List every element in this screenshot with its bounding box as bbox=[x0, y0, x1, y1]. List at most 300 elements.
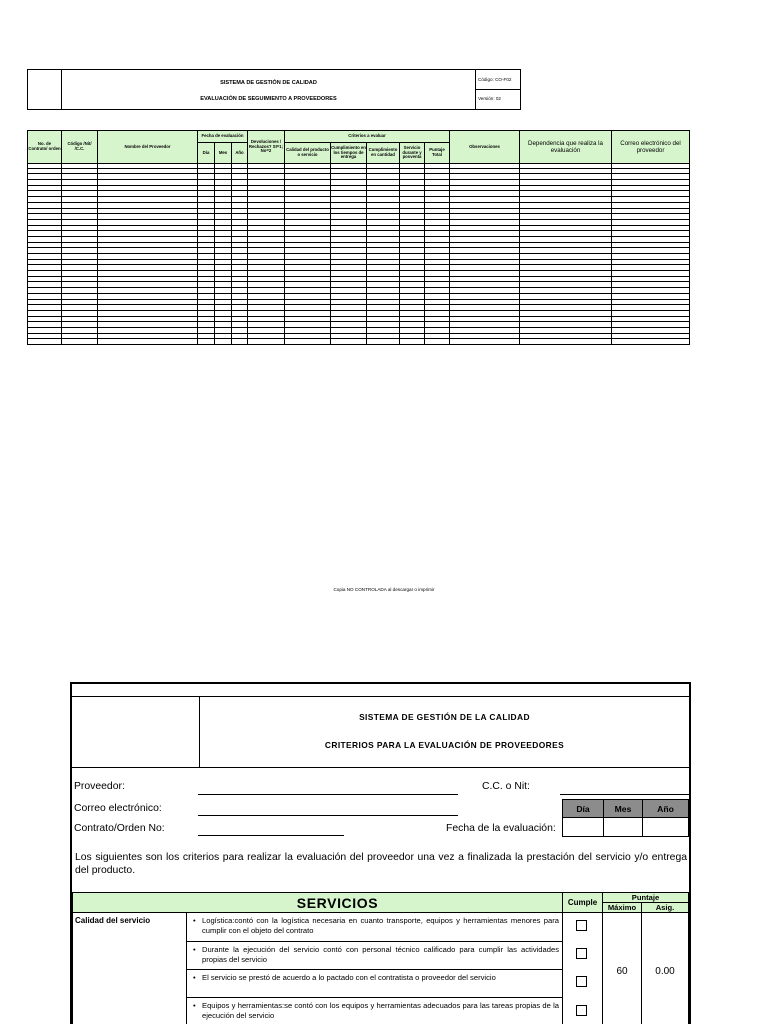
cell-divider bbox=[214, 186, 215, 191]
cell-divider bbox=[284, 288, 285, 293]
cell-divider bbox=[519, 294, 520, 299]
cell-divider bbox=[97, 197, 98, 202]
cell-divider bbox=[61, 294, 62, 299]
cell-divider bbox=[366, 220, 367, 225]
cell-divider bbox=[366, 180, 367, 185]
page1-header bbox=[27, 69, 521, 110]
cell-divider bbox=[611, 180, 612, 185]
cell-divider bbox=[97, 174, 98, 179]
cell-divider bbox=[399, 197, 400, 202]
cell-divider bbox=[519, 311, 520, 316]
cell-divider bbox=[689, 169, 690, 174]
cell-divider bbox=[611, 277, 612, 282]
cell-divider bbox=[97, 339, 98, 344]
date-month-field[interactable] bbox=[603, 817, 643, 837]
cell-divider bbox=[611, 339, 612, 344]
cell-divider bbox=[247, 265, 248, 270]
cell-divider bbox=[424, 334, 425, 339]
criterion-text: • Equipos y herramientas:se contó con los equipos y herramientas adecuados para las tareas propias de la ejecución del servicio bbox=[193, 1001, 559, 1020]
cell-divider bbox=[330, 317, 331, 322]
cell-divider bbox=[611, 300, 612, 305]
cell-divider bbox=[247, 294, 248, 299]
cell-divider bbox=[611, 163, 612, 168]
cell-divider bbox=[424, 174, 425, 179]
cell-divider bbox=[330, 169, 331, 174]
cell-divider bbox=[689, 334, 690, 339]
cell-divider bbox=[61, 339, 62, 344]
provider-field[interactable] bbox=[198, 794, 458, 795]
cell-divider bbox=[689, 277, 690, 282]
cell-divider bbox=[449, 271, 450, 276]
cell-divider bbox=[330, 197, 331, 202]
cell-divider bbox=[27, 191, 28, 196]
cell-divider bbox=[231, 243, 232, 248]
cell-divider bbox=[197, 191, 198, 196]
cell-divider bbox=[214, 294, 215, 299]
complies-checkbox[interactable] bbox=[576, 948, 587, 959]
cell-divider bbox=[330, 328, 331, 333]
max-header: Máximo bbox=[602, 902, 642, 913]
cell-divider bbox=[689, 191, 690, 196]
cell-divider bbox=[366, 334, 367, 339]
cell-divider bbox=[689, 260, 690, 265]
cell-divider bbox=[61, 277, 62, 282]
cell-divider bbox=[284, 169, 285, 174]
cell-divider bbox=[214, 254, 215, 259]
cell-divider bbox=[97, 254, 98, 259]
cell-divider bbox=[231, 282, 232, 287]
cell-divider bbox=[231, 163, 232, 168]
cell-divider bbox=[689, 282, 690, 287]
col-header-service: Servicio durante y posventa bbox=[399, 142, 425, 164]
group-header-criteria: Criterios a evaluar bbox=[284, 130, 450, 143]
cell-divider bbox=[61, 265, 62, 270]
cell-divider bbox=[231, 317, 232, 322]
cell-divider bbox=[330, 174, 331, 179]
cell-divider bbox=[689, 288, 690, 293]
cell-divider bbox=[231, 186, 232, 191]
cell-divider bbox=[399, 277, 400, 282]
cell-divider bbox=[214, 271, 215, 276]
criterion-text: • Durante la ejecución del servicio contó con personal técnico calificado para cumplir las actividades propias del servicio bbox=[193, 945, 559, 964]
cell-divider bbox=[247, 254, 248, 259]
cell-divider bbox=[97, 231, 98, 236]
cell-divider bbox=[214, 191, 215, 196]
cell-divider bbox=[449, 186, 450, 191]
cell-divider bbox=[330, 288, 331, 293]
cell-divider bbox=[330, 237, 331, 242]
cell-divider bbox=[247, 311, 248, 316]
cell-divider bbox=[231, 294, 232, 299]
cell-divider bbox=[214, 231, 215, 236]
cell-divider bbox=[247, 214, 248, 219]
cell-divider bbox=[449, 317, 450, 322]
cell-divider bbox=[61, 260, 62, 265]
cell-divider bbox=[689, 209, 690, 214]
cell-divider bbox=[399, 311, 400, 316]
cell-divider bbox=[399, 226, 400, 231]
cell-divider bbox=[27, 317, 28, 322]
cell-divider bbox=[399, 231, 400, 236]
cell-divider bbox=[449, 237, 450, 242]
cell-divider bbox=[61, 334, 62, 339]
criterion-text: • El servicio se prestó de acuerdo a lo pactado con el contratista o proveedor del servicio bbox=[193, 973, 496, 982]
cell-divider bbox=[197, 282, 198, 287]
cell-divider bbox=[519, 288, 520, 293]
cell-divider bbox=[366, 248, 367, 253]
cell-divider bbox=[61, 209, 62, 214]
cell-divider bbox=[519, 265, 520, 270]
criterion-row bbox=[186, 997, 563, 1024]
cell-divider bbox=[284, 226, 285, 231]
contract-field[interactable] bbox=[198, 835, 344, 836]
cell-divider bbox=[449, 214, 450, 219]
cell-divider bbox=[366, 271, 367, 276]
cell-divider bbox=[689, 197, 690, 202]
cell-divider bbox=[97, 163, 98, 168]
cell-divider bbox=[330, 305, 331, 310]
cell-divider bbox=[214, 174, 215, 179]
cell-divider bbox=[449, 311, 450, 316]
cell-divider bbox=[689, 305, 690, 310]
cell-divider bbox=[97, 322, 98, 327]
copy-notice: Copia NO CONTROLADA al descargar o imprimir bbox=[333, 587, 435, 592]
col-header-contract: No. de Contrato/ orden bbox=[27, 130, 62, 164]
cell-divider bbox=[519, 339, 520, 344]
cell-divider bbox=[689, 339, 690, 344]
cell-divider bbox=[284, 174, 285, 179]
id-field[interactable] bbox=[560, 794, 689, 795]
cell-divider bbox=[519, 248, 520, 253]
cell-divider bbox=[231, 305, 232, 310]
cell-divider bbox=[449, 254, 450, 259]
cell-divider bbox=[247, 277, 248, 282]
date-year-header: Año bbox=[642, 799, 689, 818]
cell-divider bbox=[284, 191, 285, 196]
cell-divider bbox=[284, 294, 285, 299]
cell-divider bbox=[97, 203, 98, 208]
cell-divider bbox=[424, 317, 425, 322]
cell-divider bbox=[214, 277, 215, 282]
cell-divider bbox=[689, 294, 690, 299]
cell-divider bbox=[197, 334, 198, 339]
cell-divider bbox=[519, 169, 520, 174]
header-titles bbox=[62, 70, 476, 109]
cell-divider bbox=[247, 163, 248, 168]
cell-divider bbox=[689, 254, 690, 259]
cell-divider bbox=[247, 220, 248, 225]
cell-divider bbox=[97, 317, 98, 322]
cell-divider bbox=[366, 311, 367, 316]
cell-divider bbox=[330, 254, 331, 259]
cell-divider bbox=[689, 186, 690, 191]
cell-divider bbox=[330, 294, 331, 299]
col-header-email: Correo electrónico del proveedor bbox=[611, 130, 690, 164]
cell-divider bbox=[214, 282, 215, 287]
cell-divider bbox=[366, 191, 367, 196]
cell-divider bbox=[97, 191, 98, 196]
cell-divider bbox=[399, 334, 400, 339]
cell-divider bbox=[97, 248, 98, 253]
cell-divider bbox=[330, 186, 331, 191]
header-divider bbox=[72, 767, 689, 768]
cell-divider bbox=[611, 305, 612, 310]
cell-divider bbox=[214, 248, 215, 253]
cell-divider bbox=[330, 231, 331, 236]
cell-divider bbox=[399, 294, 400, 299]
cell-divider bbox=[330, 339, 331, 344]
cell-divider bbox=[97, 180, 98, 185]
contract-label: Contrato/Orden No: bbox=[74, 823, 165, 834]
cell-divider bbox=[27, 237, 28, 242]
cell-divider bbox=[519, 300, 520, 305]
cell-divider bbox=[284, 248, 285, 253]
cell-divider bbox=[27, 265, 28, 270]
cell-divider bbox=[214, 265, 215, 270]
cell-divider bbox=[424, 339, 425, 344]
cell-divider bbox=[97, 282, 98, 287]
cell-divider bbox=[689, 237, 690, 242]
cell-divider bbox=[424, 214, 425, 219]
complies-checkbox[interactable] bbox=[576, 976, 587, 987]
date-year-field[interactable] bbox=[642, 817, 689, 837]
cell-divider bbox=[197, 220, 198, 225]
cell-divider bbox=[611, 322, 612, 327]
cell-divider bbox=[519, 220, 520, 225]
col-header-quantity: Cumplimiento en cantidad bbox=[366, 142, 400, 164]
cell-divider bbox=[366, 328, 367, 333]
cell-divider bbox=[399, 214, 400, 219]
cell-divider bbox=[27, 282, 28, 287]
date-month-header: Mes bbox=[603, 799, 643, 818]
cell-divider bbox=[449, 282, 450, 287]
cell-divider bbox=[449, 226, 450, 231]
cell-divider bbox=[330, 220, 331, 225]
cell-divider bbox=[197, 277, 198, 282]
cell-divider bbox=[247, 300, 248, 305]
cell-divider bbox=[424, 254, 425, 259]
cell-divider bbox=[61, 317, 62, 322]
cell-divider bbox=[197, 180, 198, 185]
cell-divider bbox=[330, 209, 331, 214]
cell-divider bbox=[231, 203, 232, 208]
cell-divider bbox=[424, 169, 425, 174]
cell-divider bbox=[97, 311, 98, 316]
complies-checkbox[interactable] bbox=[576, 920, 587, 931]
category-cell bbox=[72, 912, 187, 1024]
cell-divider bbox=[519, 214, 520, 219]
cell-divider bbox=[689, 300, 690, 305]
cell-divider bbox=[519, 328, 520, 333]
cell-divider bbox=[366, 282, 367, 287]
cell-divider bbox=[611, 231, 612, 236]
cell-divider bbox=[214, 243, 215, 248]
cell-divider bbox=[61, 174, 62, 179]
cell-divider bbox=[231, 265, 232, 270]
cell-divider bbox=[61, 180, 62, 185]
cell-divider bbox=[519, 163, 520, 168]
cell-divider bbox=[424, 180, 425, 185]
cell-divider bbox=[689, 271, 690, 276]
cell-divider bbox=[247, 186, 248, 191]
cell-divider bbox=[399, 328, 400, 333]
cell-divider bbox=[284, 220, 285, 225]
cell-divider bbox=[97, 288, 98, 293]
cell-divider bbox=[97, 305, 98, 310]
cell-divider bbox=[61, 243, 62, 248]
cell-divider bbox=[330, 282, 331, 287]
cell-divider bbox=[231, 169, 232, 174]
cell-divider bbox=[197, 174, 198, 179]
cell-divider bbox=[330, 214, 331, 219]
cell-divider bbox=[247, 243, 248, 248]
cell-divider bbox=[61, 220, 62, 225]
cell-divider bbox=[424, 231, 425, 236]
cell-divider bbox=[611, 311, 612, 316]
cell-divider bbox=[284, 300, 285, 305]
criterion-row bbox=[186, 969, 563, 998]
cell-divider bbox=[197, 169, 198, 174]
cell-divider bbox=[424, 300, 425, 305]
cell-divider bbox=[399, 174, 400, 179]
cell-divider bbox=[61, 288, 62, 293]
cell-divider bbox=[611, 265, 612, 270]
cell-divider bbox=[97, 265, 98, 270]
cell-divider bbox=[214, 180, 215, 185]
cell-divider bbox=[97, 334, 98, 339]
cell-divider bbox=[399, 300, 400, 305]
cell-divider bbox=[61, 169, 62, 174]
cell-divider bbox=[611, 254, 612, 259]
cell-divider bbox=[366, 294, 367, 299]
cell-divider bbox=[61, 186, 62, 191]
cell-divider bbox=[689, 311, 690, 316]
cell-divider bbox=[611, 282, 612, 287]
cell-divider bbox=[366, 169, 367, 174]
cell-divider bbox=[231, 214, 232, 219]
cell-divider bbox=[284, 163, 285, 168]
cell-divider bbox=[611, 317, 612, 322]
cell-divider bbox=[61, 237, 62, 242]
document-code: Código: CO-F02 bbox=[476, 70, 520, 90]
cell-divider bbox=[611, 328, 612, 333]
cell-divider bbox=[424, 191, 425, 196]
cell-divider bbox=[27, 248, 28, 253]
cell-divider bbox=[61, 300, 62, 305]
cell-divider bbox=[197, 163, 198, 168]
cell-divider bbox=[231, 311, 232, 316]
cell-divider bbox=[27, 209, 28, 214]
cell-divider bbox=[689, 322, 690, 327]
cell-divider bbox=[366, 288, 367, 293]
cell-divider bbox=[61, 322, 62, 327]
cell-divider bbox=[519, 226, 520, 231]
cell-divider bbox=[197, 305, 198, 310]
score-header: Puntaje bbox=[602, 892, 689, 903]
cell-divider bbox=[284, 209, 285, 214]
complies-checkbox[interactable] bbox=[576, 1005, 587, 1016]
cell-divider bbox=[27, 328, 28, 333]
cell-divider bbox=[449, 191, 450, 196]
cell-divider bbox=[197, 226, 198, 231]
cell-divider bbox=[366, 317, 367, 322]
cell-divider bbox=[366, 254, 367, 259]
cell-divider bbox=[449, 260, 450, 265]
cell-divider bbox=[366, 214, 367, 219]
cell-divider bbox=[284, 317, 285, 322]
cell-divider bbox=[61, 214, 62, 219]
cell-divider bbox=[284, 237, 285, 242]
cell-divider bbox=[61, 305, 62, 310]
cell-divider bbox=[197, 328, 198, 333]
cell-divider bbox=[27, 169, 28, 174]
cell-divider bbox=[424, 305, 425, 310]
intro-text: Los siguientes son los criterios para realizar la evaluación del proveedor una vez a finalizada la prestación del servicio y/o entrega del producto. bbox=[75, 852, 687, 876]
cell-divider bbox=[197, 265, 198, 270]
cell-divider bbox=[519, 231, 520, 236]
cell-divider bbox=[197, 231, 198, 236]
cell-divider bbox=[284, 339, 285, 344]
cell-divider bbox=[399, 317, 400, 322]
email-field[interactable] bbox=[198, 815, 458, 816]
cell-divider bbox=[61, 203, 62, 208]
cell-divider bbox=[611, 248, 612, 253]
cell-divider bbox=[247, 334, 248, 339]
cell-divider bbox=[231, 180, 232, 185]
eval-date-label: Fecha de la evaluación: bbox=[446, 823, 556, 834]
cell-divider bbox=[399, 271, 400, 276]
cell-divider bbox=[214, 197, 215, 202]
cell-divider bbox=[519, 191, 520, 196]
cell-divider bbox=[449, 174, 450, 179]
cell-divider bbox=[424, 203, 425, 208]
complies-header: Cumple bbox=[562, 892, 603, 913]
cell-divider bbox=[231, 248, 232, 253]
cell-divider bbox=[366, 163, 367, 168]
col-header-code: Código /Nit/ /C.C. bbox=[61, 130, 98, 164]
cell-divider bbox=[97, 260, 98, 265]
cell-divider bbox=[247, 305, 248, 310]
cell-divider bbox=[366, 197, 367, 202]
cell-divider bbox=[449, 203, 450, 208]
cell-divider bbox=[689, 180, 690, 185]
cell-divider bbox=[231, 300, 232, 305]
cell-divider bbox=[214, 339, 215, 344]
cell-divider bbox=[61, 311, 62, 316]
cell-divider bbox=[61, 254, 62, 259]
cell-divider bbox=[214, 260, 215, 265]
cell-divider bbox=[247, 317, 248, 322]
cell-divider bbox=[247, 271, 248, 276]
cell-divider bbox=[399, 339, 400, 344]
cell-divider bbox=[61, 226, 62, 231]
cell-divider bbox=[424, 294, 425, 299]
col-header-provider: Nombre del Proveedor bbox=[97, 130, 198, 164]
cell-divider bbox=[231, 174, 232, 179]
cell-divider bbox=[214, 169, 215, 174]
cell-divider bbox=[27, 174, 28, 179]
cell-divider bbox=[247, 191, 248, 196]
cell-divider bbox=[27, 294, 28, 299]
cell-divider bbox=[519, 260, 520, 265]
date-day-field[interactable] bbox=[562, 817, 604, 837]
cell-divider bbox=[247, 339, 248, 344]
cell-divider bbox=[231, 209, 232, 214]
cell-divider bbox=[449, 294, 450, 299]
cell-divider bbox=[424, 328, 425, 333]
cell-divider bbox=[611, 334, 612, 339]
table-row bbox=[27, 339, 690, 345]
